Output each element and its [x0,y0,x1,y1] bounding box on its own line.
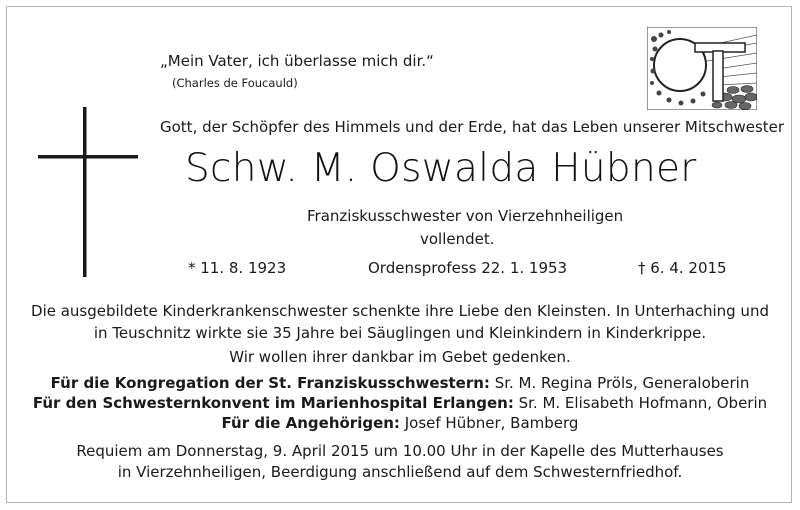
signature-label: Für die Angehörigen: [221,414,400,432]
profession-date: Ordensprofess 22. 1. 1953 [368,259,568,277]
signature-label: Für den Schwesternkonvent im Marienhospital Erlangen: [32,394,514,412]
biography-line-2: in Teuschnitz wirkte sie 35 Jahre bei Säuglingen und Kleinkindern in Kinderkrippe. [93,324,707,342]
intro-line: Gott, der Schöpfer des Himmels und der Erde, hat das Leben unserer Mitschwester [160,118,785,136]
signature-relatives [0,414,800,432]
signature-label: Für die Kongregation der St. Franziskusschwestern: [50,374,490,392]
biography-line-1: Die ausgebildete Kinderkrankenschwester schenkte ihre Liebe den Kleinsten. In Unterhaching und [31,302,769,320]
motto-quote: „Mein Vater, ich überlasse mich dir.“ [160,52,434,70]
requiem-line-1: Requiem am Donnerstag, 9. April 2015 um 10.00 Uhr in der Kapelle des Mutterhauses [76,442,724,460]
order-affiliation: Franziskusschwester von Vierzehnheiligen [307,207,624,225]
deceased-name: Schw. M. Oswalda Hübner [185,146,697,191]
signature-convent [0,394,800,412]
birth-date: * 11. 8. 1923 [188,259,287,277]
death-date: † 6. 4. 2015 [638,259,727,277]
requiem-line-2: in Vierzehnheiligen, Beerdigung anschließend auf dem Schwesternfriedhof. [117,463,683,481]
signature-value: Sr. M. Elisabeth Hofmann, Oberin [518,394,768,412]
signature-congregation [0,374,800,392]
tau-cross-sun-emblem-icon [647,27,757,110]
prayer-line: Wir wollen ihrer dankbar im Gebet gedenken. [229,348,571,366]
motto-source: (Charles de Foucauld) [172,76,298,90]
latin-cross-icon [38,107,138,277]
completed-word: vollendet. [420,230,495,248]
signature-value: Josef Hübner, Bamberg [404,414,579,432]
signature-value: Sr. M. Regina Pröls, Generaloberin [494,374,750,392]
